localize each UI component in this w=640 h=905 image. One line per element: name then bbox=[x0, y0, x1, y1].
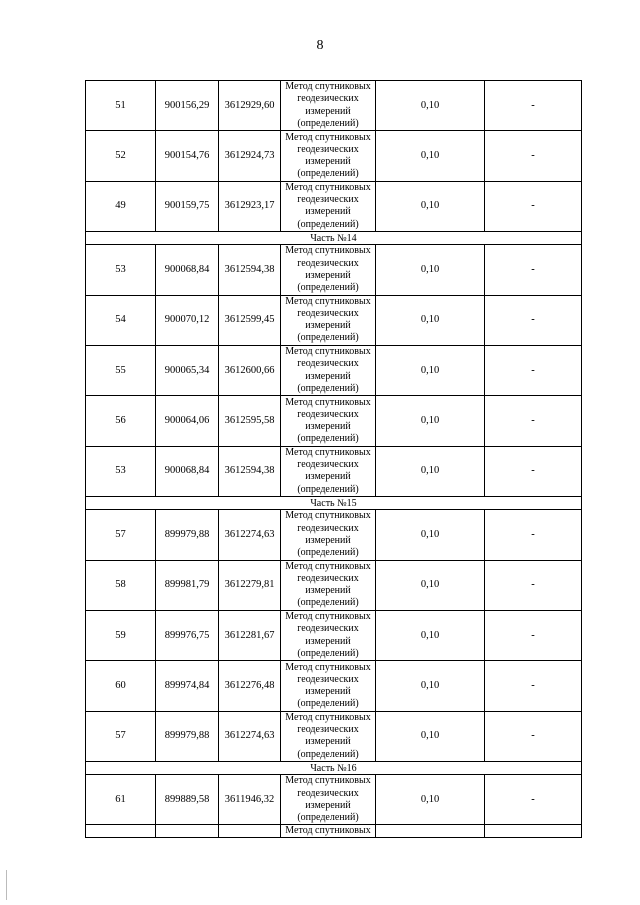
method-line: геодезических bbox=[297, 573, 359, 584]
method-line: измерений bbox=[305, 105, 351, 117]
part-label: Часть №14 bbox=[86, 232, 582, 245]
x-coordinate-cell: 900065,34 bbox=[156, 345, 219, 395]
method-line: измерений bbox=[305, 685, 351, 697]
table-row bbox=[86, 181, 582, 231]
point-number-cell: 51 bbox=[86, 81, 156, 131]
y-coordinate-cell: 3612600,66 bbox=[219, 345, 281, 395]
precision-cell: 0,10 bbox=[376, 446, 485, 496]
x-coordinate-cell: 899979,88 bbox=[156, 711, 219, 761]
method-line: Метод спутниковых bbox=[285, 775, 371, 787]
dash-cell: - bbox=[485, 711, 582, 761]
method-line: (определений) bbox=[297, 168, 359, 180]
method-line: (определений) bbox=[297, 597, 359, 609]
x-coordinate-cell: 900154,76 bbox=[156, 131, 219, 181]
precision-cell: 0,10 bbox=[376, 661, 485, 711]
point-number-cell: 56 bbox=[86, 396, 156, 446]
method-line: измерений bbox=[305, 585, 351, 597]
precision-cell: 0,10 bbox=[376, 510, 485, 560]
method-cell bbox=[281, 81, 376, 131]
precision-cell: 0,10 bbox=[376, 131, 485, 181]
method-cell bbox=[281, 181, 376, 231]
precision-cell: 0,10 bbox=[376, 396, 485, 446]
dash-cell: - bbox=[485, 775, 582, 825]
precision-cell: 0,10 bbox=[376, 560, 485, 610]
table-row bbox=[86, 510, 582, 560]
y-coordinate-cell: 3611946,32 bbox=[219, 775, 281, 825]
dash-cell: - bbox=[485, 396, 582, 446]
x-coordinate-cell: 900070,12 bbox=[156, 295, 219, 345]
x-coordinate-cell: 900064,06 bbox=[156, 396, 219, 446]
x-coordinate-cell: 899981,79 bbox=[156, 560, 219, 610]
x-coordinate-cell: 899889,58 bbox=[156, 775, 219, 825]
method-line: измерений bbox=[305, 206, 351, 218]
y-coordinate-cell: 3612595,58 bbox=[219, 396, 281, 446]
part-header-row bbox=[86, 497, 582, 510]
empty-cell bbox=[156, 825, 219, 838]
method-line: Метод спутниковых bbox=[285, 711, 371, 723]
method-line: (определений) bbox=[297, 647, 359, 659]
method-line: (определений) bbox=[297, 547, 359, 559]
method-line: геодезических bbox=[297, 724, 359, 736]
x-coordinate-cell: 900068,84 bbox=[156, 245, 219, 295]
dash-cell: - bbox=[485, 81, 582, 131]
method-line: геодезических bbox=[297, 308, 359, 320]
method-line: геодезических bbox=[297, 358, 359, 370]
method-line: (определений) bbox=[297, 218, 359, 230]
method-line: геодезических bbox=[297, 623, 359, 635]
table-row bbox=[86, 81, 582, 131]
method-cell bbox=[281, 396, 376, 446]
table-row bbox=[86, 131, 582, 181]
method-cell bbox=[281, 446, 376, 496]
part-label: Часть №15 bbox=[86, 497, 582, 510]
point-number-cell: 49 bbox=[86, 181, 156, 231]
x-coordinate-cell: 900159,75 bbox=[156, 181, 219, 231]
method-line: (определений) bbox=[297, 332, 359, 344]
method-line: Метод спутниковых bbox=[285, 396, 371, 408]
method-cell bbox=[281, 711, 376, 761]
method-line: геодезических bbox=[297, 194, 359, 206]
precision-cell: 0,10 bbox=[376, 610, 485, 660]
method-cell bbox=[281, 345, 376, 395]
point-number-cell: 59 bbox=[86, 610, 156, 660]
precision-cell: 0,10 bbox=[376, 295, 485, 345]
part-header-row bbox=[86, 232, 582, 245]
method-line: измерений bbox=[305, 471, 351, 483]
method-line: геодезических bbox=[297, 459, 359, 471]
coordinates-table bbox=[85, 80, 582, 838]
dash-cell: - bbox=[485, 131, 582, 181]
dash-cell: - bbox=[485, 181, 582, 231]
dash-cell: - bbox=[485, 610, 582, 660]
method-cell bbox=[281, 775, 376, 825]
method-line: геодезических bbox=[297, 673, 359, 685]
y-coordinate-cell: 3612279,81 bbox=[219, 560, 281, 610]
empty-cell bbox=[376, 825, 485, 838]
precision-cell: 0,10 bbox=[376, 345, 485, 395]
method-line: измерений bbox=[305, 370, 351, 382]
scan-edge-mark bbox=[6, 870, 7, 900]
method-line: Метод спутниковых bbox=[285, 447, 371, 459]
method-line: (определений) bbox=[297, 811, 359, 823]
point-number-cell: 57 bbox=[86, 711, 156, 761]
precision-cell: 0,10 bbox=[376, 245, 485, 295]
method-line: измерений bbox=[305, 736, 351, 748]
method-line: Метод спутниковых bbox=[285, 560, 371, 572]
point-number-cell: 53 bbox=[86, 245, 156, 295]
point-number-cell: 53 bbox=[86, 446, 156, 496]
y-coordinate-cell: 3612929,60 bbox=[219, 81, 281, 131]
method-line: Метод спутниковых bbox=[285, 510, 371, 522]
method-line: (определений) bbox=[297, 698, 359, 710]
method-line: Метод спутниковых bbox=[285, 611, 371, 623]
method-line: измерений bbox=[305, 269, 351, 281]
method-line: Метод спутниковых bbox=[285, 346, 371, 358]
y-coordinate-cell: 3612923,17 bbox=[219, 181, 281, 231]
y-coordinate-cell: 3612924,73 bbox=[219, 131, 281, 181]
method-line: Метод спутниковых bbox=[285, 661, 371, 673]
part-label: Часть №16 bbox=[86, 762, 582, 775]
point-number-cell: 57 bbox=[86, 510, 156, 560]
method-line: (определений) bbox=[297, 433, 359, 445]
precision-cell: 0,10 bbox=[376, 81, 485, 131]
method-line: геодезических bbox=[297, 257, 359, 269]
table-row bbox=[86, 610, 582, 660]
point-number-cell: 52 bbox=[86, 131, 156, 181]
empty-cell bbox=[219, 825, 281, 838]
x-coordinate-cell: 899974,84 bbox=[156, 661, 219, 711]
method-line: измерений bbox=[305, 534, 351, 546]
method-line: (определений) bbox=[297, 382, 359, 394]
dash-cell: - bbox=[485, 560, 582, 610]
coordinates-table-body bbox=[86, 81, 582, 838]
method-cell bbox=[281, 295, 376, 345]
method-cell bbox=[281, 560, 376, 610]
point-number-cell: 61 bbox=[86, 775, 156, 825]
x-coordinate-cell: 899979,88 bbox=[156, 510, 219, 560]
x-coordinate-cell: 900068,84 bbox=[156, 446, 219, 496]
point-number-cell: 60 bbox=[86, 661, 156, 711]
method-cell bbox=[281, 131, 376, 181]
y-coordinate-cell: 3612594,38 bbox=[219, 245, 281, 295]
table-row bbox=[86, 775, 582, 825]
point-number-cell: 54 bbox=[86, 295, 156, 345]
method-cell bbox=[281, 610, 376, 660]
dash-cell: - bbox=[485, 245, 582, 295]
method-line: Метод спутниковых bbox=[285, 131, 371, 143]
x-coordinate-cell: 900156,29 bbox=[156, 81, 219, 131]
empty-cell bbox=[485, 825, 582, 838]
precision-cell: 0,10 bbox=[376, 775, 485, 825]
page-number: 8 bbox=[316, 38, 324, 53]
method-line: измерений bbox=[305, 156, 351, 168]
table-row bbox=[86, 295, 582, 345]
table-row bbox=[86, 661, 582, 711]
method-cell bbox=[281, 510, 376, 560]
method-line: измерений bbox=[305, 635, 351, 647]
y-coordinate-cell: 3612274,63 bbox=[219, 711, 281, 761]
method-line: (определений) bbox=[297, 117, 359, 129]
method-cell: Метод спутниковых bbox=[281, 825, 376, 838]
point-number-cell: 58 bbox=[86, 560, 156, 610]
dash-cell: - bbox=[485, 446, 582, 496]
method-line: измерений bbox=[305, 421, 351, 433]
dash-cell: - bbox=[485, 510, 582, 560]
dash-cell: - bbox=[485, 345, 582, 395]
part-header-row bbox=[86, 762, 582, 775]
empty-cell bbox=[86, 825, 156, 838]
method-line: Метод спутниковых bbox=[285, 295, 371, 307]
method-line: геодезических bbox=[297, 143, 359, 155]
table-row bbox=[86, 711, 582, 761]
y-coordinate-cell: 3612594,38 bbox=[219, 446, 281, 496]
point-number-cell: 55 bbox=[86, 345, 156, 395]
method-cell bbox=[281, 661, 376, 711]
method-line: (определений) bbox=[297, 483, 359, 495]
method-cell bbox=[281, 245, 376, 295]
dash-cell: - bbox=[485, 661, 582, 711]
y-coordinate-cell: 3612599,45 bbox=[219, 295, 281, 345]
table-row bbox=[86, 560, 582, 610]
dash-cell: - bbox=[485, 295, 582, 345]
table-row-partial bbox=[86, 825, 582, 838]
method-line: Метод спутниковых bbox=[285, 182, 371, 194]
precision-cell: 0,10 bbox=[376, 711, 485, 761]
method-line: измерений bbox=[305, 799, 351, 811]
y-coordinate-cell: 3612274,63 bbox=[219, 510, 281, 560]
table-row bbox=[86, 345, 582, 395]
table-row bbox=[86, 396, 582, 446]
y-coordinate-cell: 3612276,48 bbox=[219, 661, 281, 711]
x-coordinate-cell: 899976,75 bbox=[156, 610, 219, 660]
precision-cell: 0,10 bbox=[376, 181, 485, 231]
method-line: геодезических bbox=[297, 787, 359, 799]
method-line: геодезических bbox=[297, 93, 359, 105]
method-line: Метод спутниковых bbox=[285, 81, 371, 93]
method-line: геодезических bbox=[297, 408, 359, 420]
y-coordinate-cell: 3612281,67 bbox=[219, 610, 281, 660]
method-line: измерений bbox=[305, 320, 351, 332]
method-line: (определений) bbox=[297, 748, 359, 760]
method-line: геодезических bbox=[297, 522, 359, 534]
method-line: Метод спутниковых bbox=[285, 245, 371, 257]
table-row bbox=[86, 446, 582, 496]
table-row bbox=[86, 245, 582, 295]
method-line: (определений) bbox=[297, 282, 359, 294]
